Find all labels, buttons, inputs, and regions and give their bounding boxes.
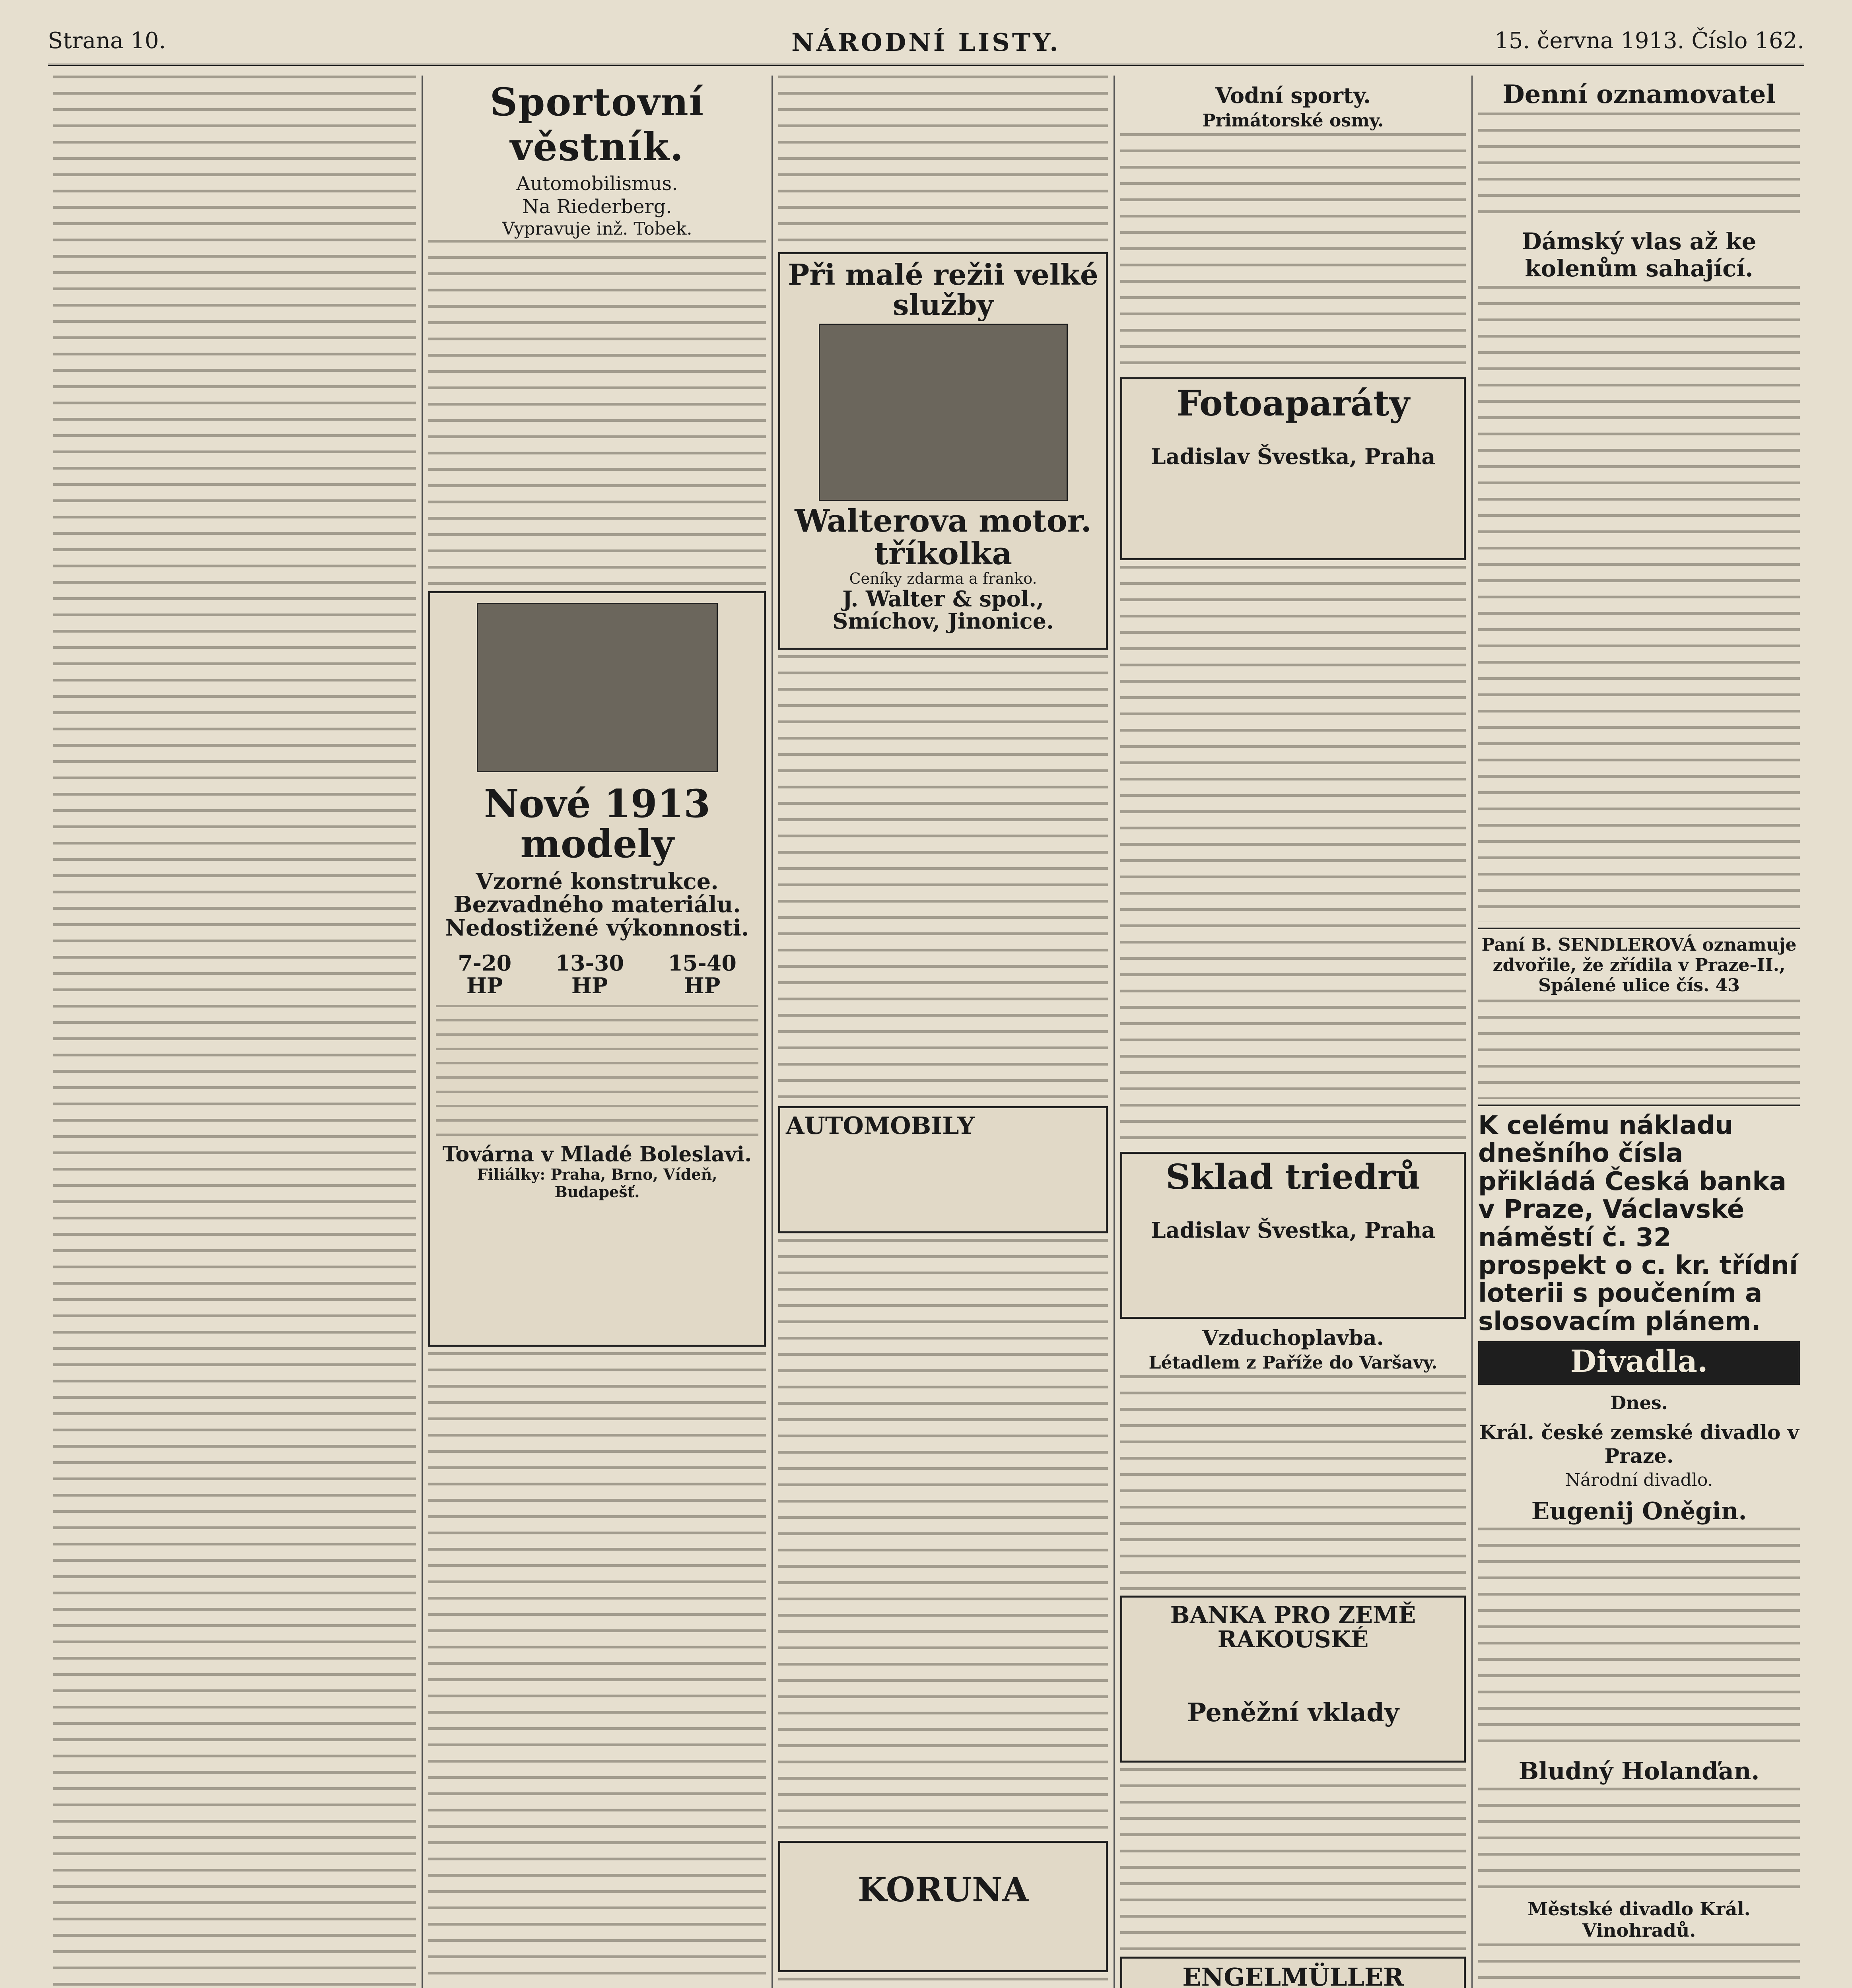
ad-title: Sklad triedrů xyxy=(1166,1157,1421,1197)
ad-firm: J. Walter & spol., Smíchov, Jinonice. xyxy=(832,586,1054,634)
model-label: 7-20 HP xyxy=(458,950,512,998)
sport-section-title: Sportovní věstník. xyxy=(490,80,705,169)
triedr-ad xyxy=(1120,1152,1466,1319)
fotoaparaty-ad xyxy=(1120,377,1466,560)
article-text xyxy=(1120,1375,1466,1590)
article-text xyxy=(1478,1000,1800,1099)
ad-factory: Továrna v Mladé Boleslavi. xyxy=(442,1142,752,1167)
theater-name: Král. české zemské divadlo v Praze. xyxy=(1479,1421,1799,1468)
ad-branches: Filiálky: Praha, Brno, Vídeň, Budapešť. xyxy=(477,1165,717,1201)
walter-tricycle-ad xyxy=(778,252,1108,650)
ad-title: ENGELMÜLLER xyxy=(1182,1963,1404,1988)
tricycle-illustration xyxy=(819,324,1068,501)
section-heading: Vzduchoplavba. xyxy=(1202,1326,1384,1350)
article-text xyxy=(428,1352,766,1988)
page-number: Strana 10. xyxy=(48,28,166,54)
ad-headline: Nové 1913 modely xyxy=(484,781,711,866)
column-1 xyxy=(48,76,422,1988)
banka-ad xyxy=(1120,1596,1466,1763)
column-4 xyxy=(1114,76,1471,1988)
ad-note: Ceníky zdarma a franko. xyxy=(849,569,1037,587)
play-title: Eugenij Oněgin. xyxy=(1531,1497,1747,1526)
lottery-notice: K celému nákladu dnešního čísla přikládá Česká banka v Praze, Václavské náměstí č. 32 prospekt o c. kr. třídní loterii s poučením a slosovacím plánem. xyxy=(1478,1111,1798,1336)
ad-headline: Při malé režii velké služby xyxy=(788,258,1098,322)
ad-title: KORUNA xyxy=(858,1870,1028,1909)
model-label: 15-40 HP xyxy=(668,950,737,998)
article-text xyxy=(1478,1788,1800,1891)
section-subheading: Primátorské osmy. xyxy=(1202,111,1384,131)
article-text xyxy=(1120,1768,1466,1951)
article-heading: Na Riederberg. xyxy=(522,196,672,218)
ad-headline: Dámský vlas až ke kolenům sahající. xyxy=(1522,228,1757,282)
ad-title: Fotoaparáty xyxy=(1176,382,1410,424)
article-text xyxy=(1478,113,1800,224)
article-text xyxy=(53,76,416,1988)
model-label: 13-30 HP xyxy=(555,950,624,998)
engelmuller-ad xyxy=(1120,1957,1466,1988)
article-text xyxy=(778,1978,1108,1988)
article-text xyxy=(1478,1528,1800,1750)
section-heading: Vodní sporty. xyxy=(1215,83,1371,108)
masthead: NÁRODNÍ LISTY. xyxy=(791,28,1061,57)
sport-subtitle: Automobilismus. xyxy=(516,173,678,195)
ad-title: AUTOMOBILY xyxy=(786,1112,975,1140)
article-byline: Vypravuje inž. Tobek. xyxy=(502,219,692,239)
ad-line: Vzorné konstrukce. xyxy=(476,868,719,895)
ad-headline: Paní B. SENDLEROVÁ oznamuje zdvořile, že zřídila v Praze-II., Spálené ulice čís. 43 xyxy=(1481,935,1797,996)
theater-subname: Národní divadlo. xyxy=(1565,1470,1713,1491)
page-header xyxy=(48,16,1804,66)
theater-name: Městské divadlo Král. Vinohradů. xyxy=(1527,1898,1751,1941)
ad-firm: Ladislav Švestka, Praha xyxy=(1150,444,1436,470)
article-text xyxy=(1478,286,1800,922)
koruna-ad xyxy=(778,1841,1108,1972)
ad-line: Peněžní vklady xyxy=(1187,1697,1399,1728)
article-text xyxy=(1120,566,1466,1146)
section-subheading: Létadlem z Paříže do Varšavy. xyxy=(1149,1353,1438,1373)
column-5 xyxy=(1471,76,1805,1988)
ad-title: BANKA PRO ZEMĚ RAKOUSKÉ xyxy=(1170,1602,1416,1653)
divider xyxy=(1478,928,1800,929)
play-title: Bludný Holanďan. xyxy=(1518,1757,1760,1786)
car-illustration xyxy=(477,603,718,772)
article-text xyxy=(778,655,1108,1101)
automobily-ad xyxy=(778,1106,1108,1233)
article-text xyxy=(428,240,766,586)
issue-date: 15. června 1913. Číslo 162. xyxy=(1494,28,1804,54)
ad-text xyxy=(436,1005,758,1136)
section-heading: Denní oznamovatel xyxy=(1502,80,1776,109)
ad-line: Nedostižené výkonnosti. xyxy=(445,915,749,942)
article-text xyxy=(1120,133,1466,372)
divider xyxy=(1478,1105,1800,1106)
section-heading: Divadla. xyxy=(1570,1343,1708,1379)
ad-product: Walterova motor. tříkolka xyxy=(795,503,1092,572)
article-text xyxy=(778,76,1108,247)
divadla-banner xyxy=(1478,1341,1800,1385)
article-text xyxy=(778,1239,1108,1835)
ad-firm: Ladislav Švestka, Praha xyxy=(1150,1217,1436,1243)
section-subheading: Dnes. xyxy=(1610,1392,1668,1414)
column-2 xyxy=(422,76,772,1988)
column-3 xyxy=(772,76,1114,1988)
article-text xyxy=(1478,1943,1800,1988)
laurin-klement-ad xyxy=(428,591,766,1347)
ad-line: Bezvadného materiálu. xyxy=(453,891,741,918)
